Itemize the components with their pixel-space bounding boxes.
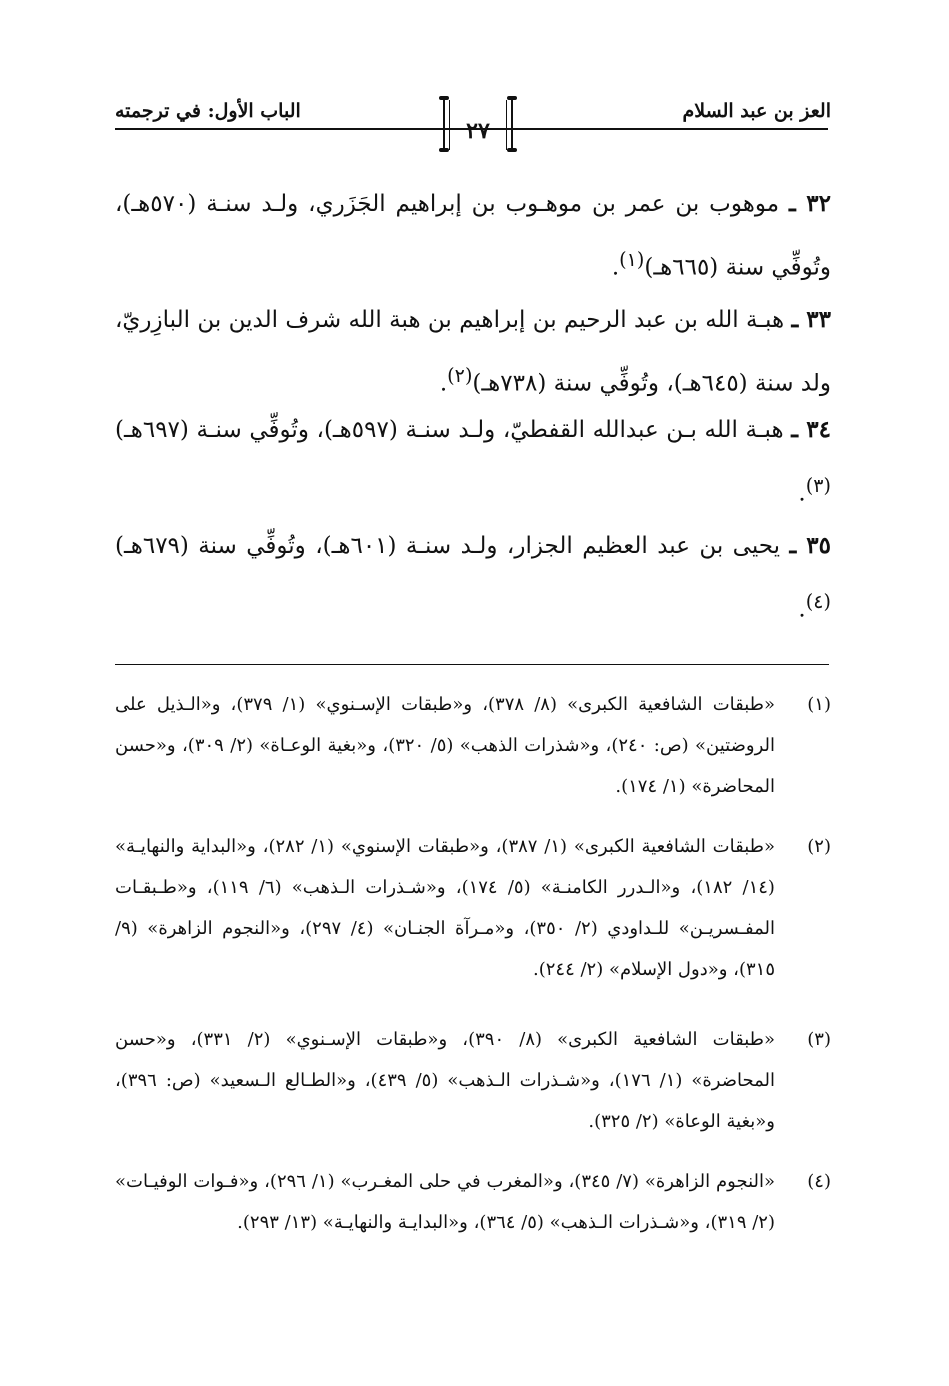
- entry-34: [115, 402, 831, 522]
- entry-number: ٣٥ ـ: [789, 532, 831, 559]
- frame-ornament: [507, 148, 517, 152]
- footnote-mark: (٢): [807, 836, 831, 857]
- footnote-4: [115, 1161, 831, 1243]
- page-number-frame: [437, 92, 519, 152]
- entry-text: موهوب بن عمر بن موهـوب بن إبراهيم الجَزَري، ولـد سنـة (٥٧٠هـ)، وتُوفِّي سنة (٦٦٥هـ): [115, 191, 831, 281]
- footnote-mark: (٣): [807, 1029, 831, 1050]
- footnote-ref: (١): [619, 248, 645, 271]
- footnote-1: [115, 684, 831, 807]
- footnote-mark: (٤): [807, 1171, 831, 1192]
- frame-ornament: [439, 96, 449, 100]
- entry-end: .: [611, 254, 620, 281]
- entry-text: يحيى بن عبد العظيم الجزار، ولـد سنـة (٦٠١هـ)، وتُوفِّي سنة (٦٧٩هـ): [115, 533, 781, 559]
- footnote-separator: [115, 664, 829, 665]
- running-header-book-title: العز بن عبد السلام: [682, 100, 831, 122]
- running-header-chapter-title: الباب الأول: في ترجمته: [115, 100, 301, 122]
- footnote-text: «طبقات الشافعية الكبرى» (١/ ٣٨٧)، و«طبقات الإسنوي» (١/ ٢٨٢)، و«البداية والنهايـة» (١٤/ ١٨٢)، و«الـدرر الكامنـة» (٥/ ١٧٤)، و«شـذرات الـذهب» (٦/ ١١٩)، و«طـبقـات المفـسريـن» للـداودي (٢/ ٣٥٠)، و«مـرآة الجنـان» (٤/ ٢٩٧)، و«النجوم الزاهرة» (٩/ ٣١٥)، و«دول الإسلام» (٢/ ٢٤٤).: [115, 836, 775, 980]
- entry-text: هبـة الله بن عبد الرحيم بن إبراهيم بن هبة الله شرف الدين بن البازِريّ، ولد سنة (٦٤٥هـ)، وتُوفِّي سنة (٧٣٨هـ): [115, 307, 831, 397]
- footnote-2: [115, 826, 831, 990]
- entry-text: هبـة الله بـن عبدالله القفطيّ، ولـد سنـة (٥٩٧هـ)، وتُوفِّي سنـة (٦٩٧هـ): [115, 417, 784, 443]
- footnote-text: «طبقات الشافعية الكبرى» (٨/ ٣٧٨)، و«طبقات الإسـنوي» (١/ ٣٧٩)، و«الـذيل على الروضتين» (ص: ٢٤٠)، و«شذرات الذهب» (٥/ ٣٢٠)، و«بغية الوعـاة» (٢/ ٣٠٩)، و«حسن المحاضرة» (١/ ١٧٤).: [115, 694, 776, 797]
- entry-number: ٣٤ ـ: [791, 416, 831, 443]
- frame-ornament: [507, 96, 517, 100]
- frame-ornament: [439, 148, 449, 152]
- entry-end: .: [798, 596, 806, 623]
- entry-33: [115, 292, 831, 412]
- footnote-text: «طبقات الشافعية الكبرى» (٨/ ٣٩٠)، و«طبقات الإسـنوي» (٢/ ٣٣١)، و«حسن المحاضرة» (١/ ١٧٦)، و«شـذرات الـذهب» (٥/ ٤٣٩)، و«الطـالع الـسعيد» (ص: ٣٩٦)، و«بغية الوعاة» (٢/ ٣٢٥).: [115, 1029, 776, 1132]
- footnote-ref: (٤): [805, 590, 831, 613]
- footnote-mark: (١): [807, 694, 831, 715]
- footnote-ref: (٣): [805, 474, 831, 497]
- page-number: ٢٧: [466, 118, 490, 144]
- entry-32: [115, 176, 831, 296]
- entry-number: ٣٣ ـ: [791, 306, 832, 333]
- footnote-text: «النجوم الزاهرة» (٧/ ٣٤٥)، و«المغرب في حلى المغـرب» (١/ ٢٩٦)، و«فـوات الوفيـات» (٢/ ٣١٩)، و«شـذرات الـذهب» (٥/ ٣٦٤)، و«البدايـة والنهايـة» (١٣/ ٢٩٣).: [115, 1171, 775, 1233]
- entry-35: [115, 518, 831, 638]
- footnote-ref: (٢): [447, 364, 473, 387]
- entry-end: .: [798, 480, 806, 507]
- entry-number: ٣٢ ـ: [788, 190, 832, 217]
- footnote-3: [115, 1019, 831, 1142]
- entry-end: .: [439, 370, 448, 397]
